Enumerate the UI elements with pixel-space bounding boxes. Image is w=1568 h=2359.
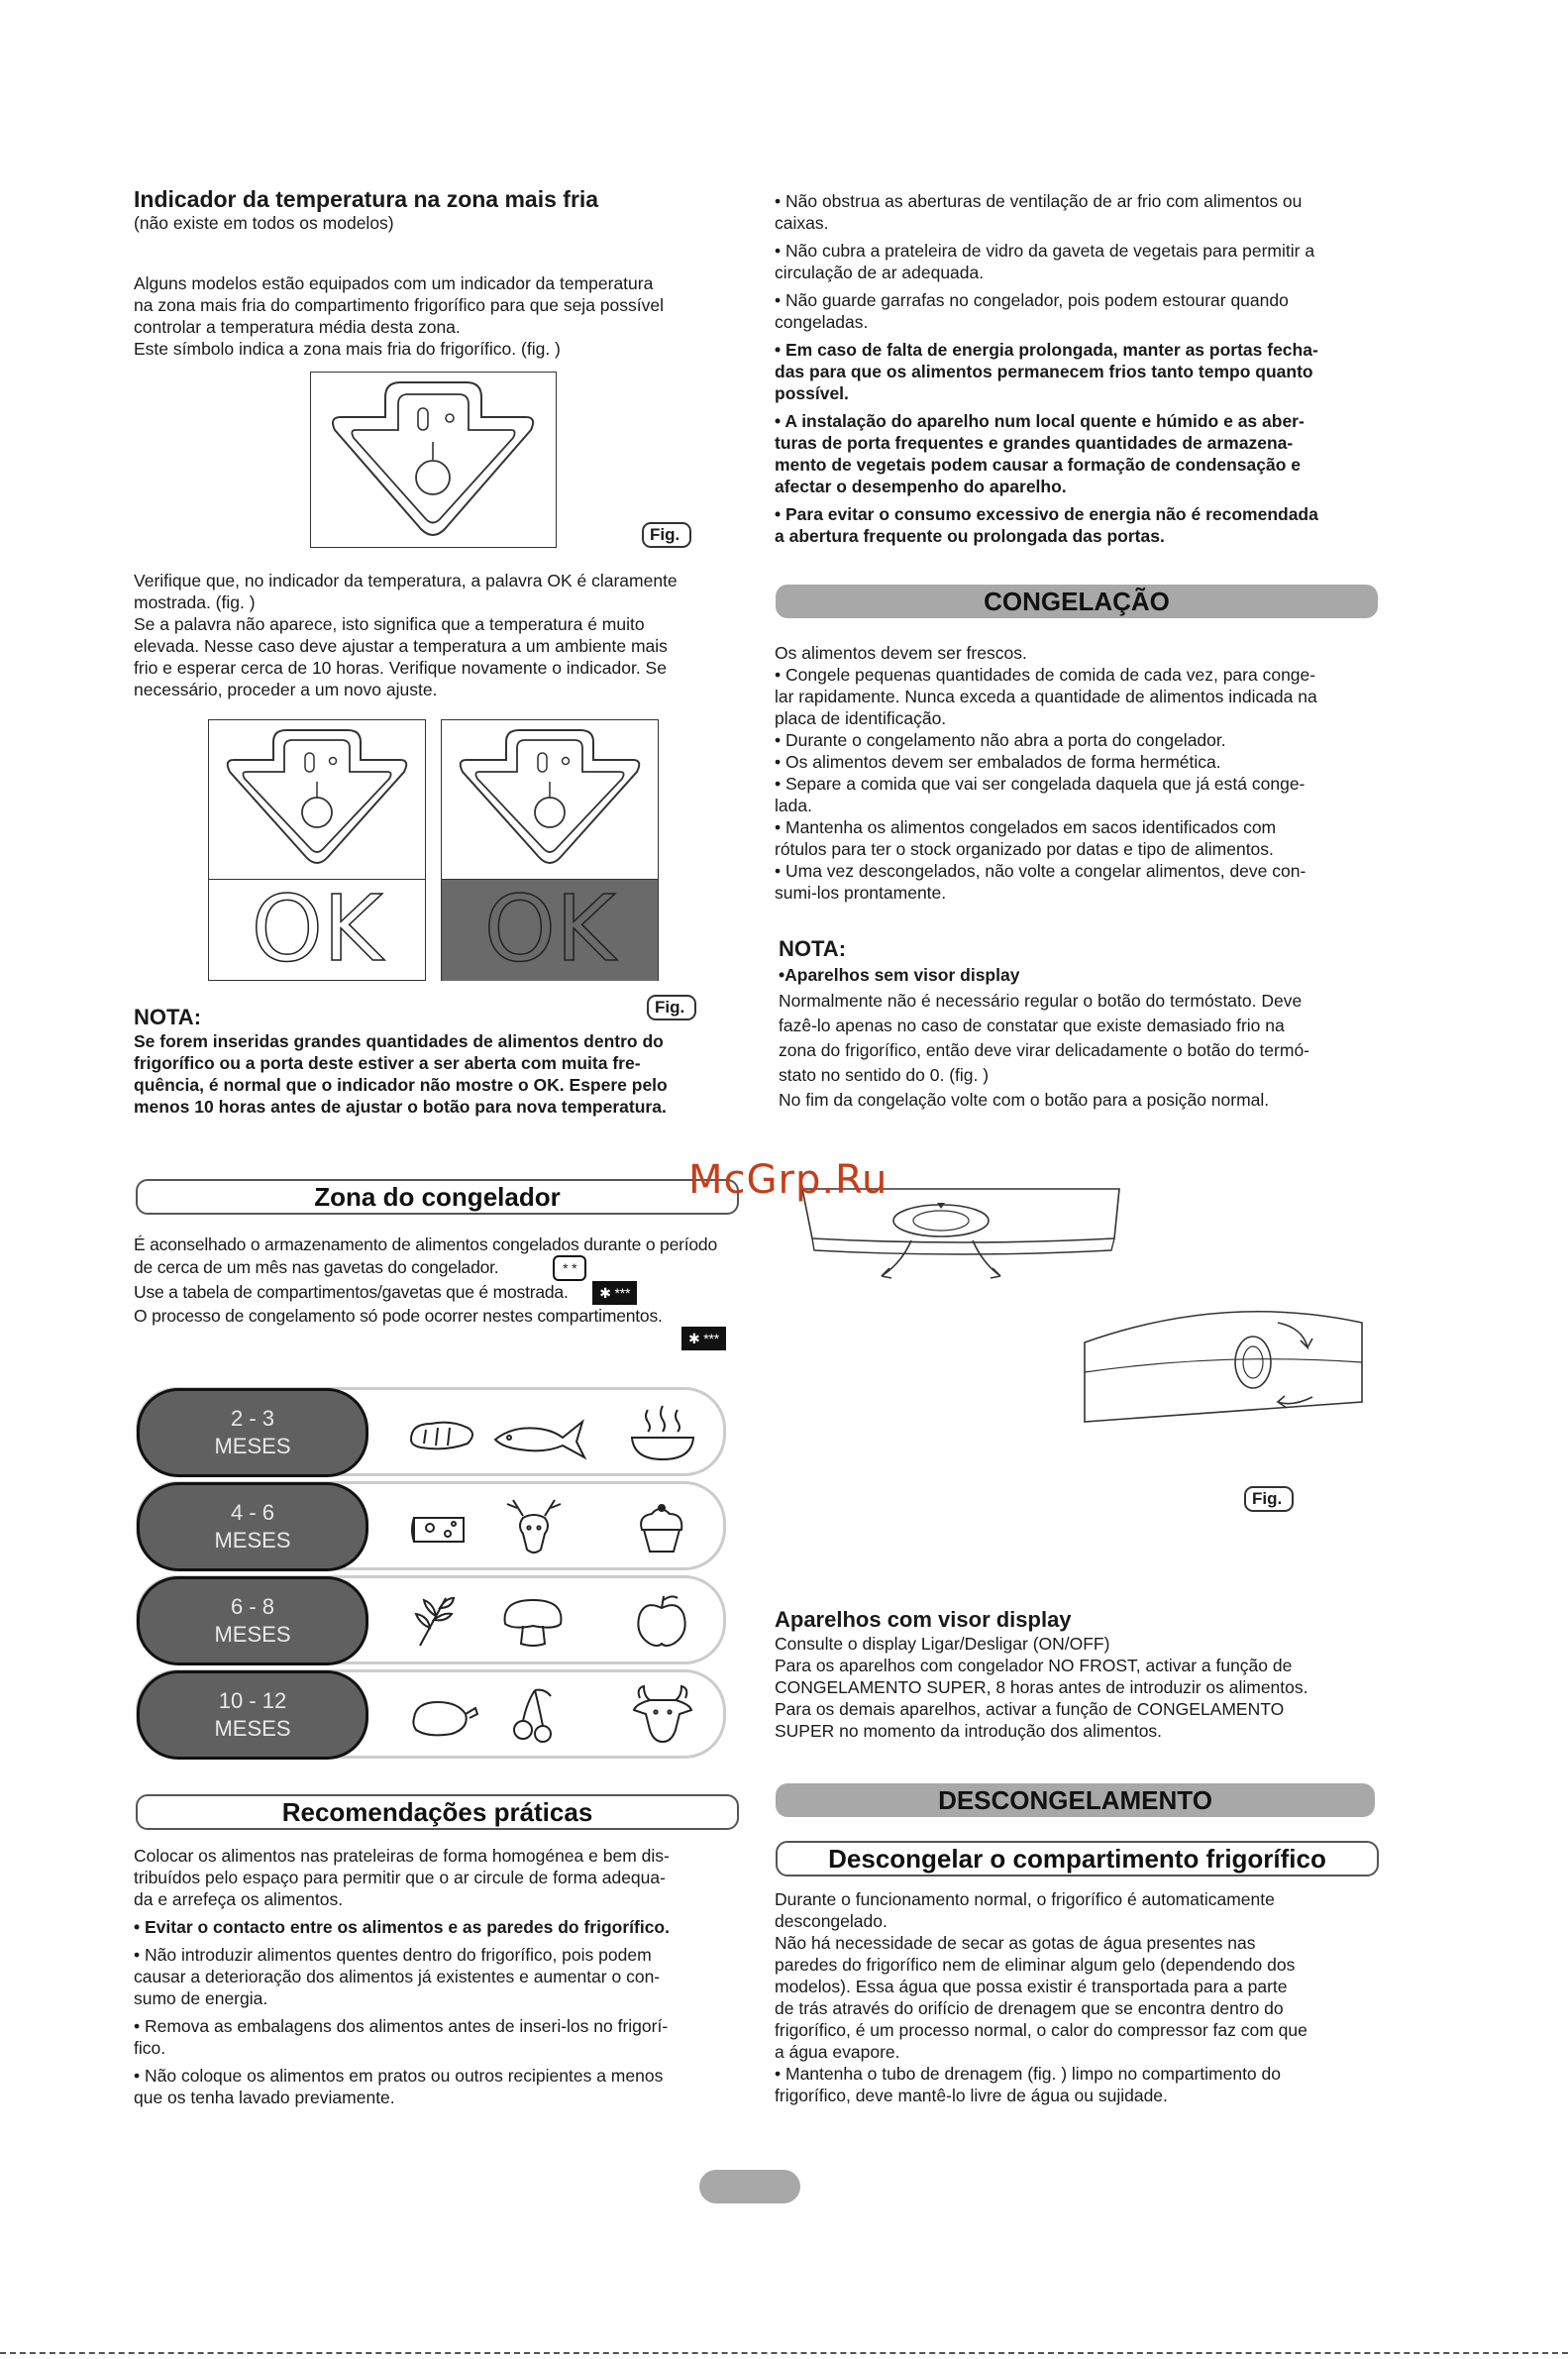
text-line: frigorífico, é um processo normal, o calor do compressor faz com que	[775, 2020, 1307, 2040]
recommendation-item	[134, 2065, 748, 2108]
congelacao-header: CONGELAÇÃO	[776, 585, 1378, 618]
text-line: fico.	[134, 2038, 166, 2058]
nota-text	[134, 1030, 748, 1118]
cupcake-icon	[641, 1505, 681, 1552]
text-line: • Congele pequenas quantidades de comida de cada vez, para conge-	[775, 665, 1316, 685]
cold-zone-symbol-icon	[311, 373, 556, 547]
storage-food-icons	[406, 1402, 703, 1461]
text-line: quência, é normal que o indicador não mostre o OK. Espere pelo	[134, 1075, 668, 1095]
tip-item	[775, 240, 1389, 283]
text-line: Os alimentos devem ser frescos.	[775, 643, 1027, 663]
soup-bowl-icon	[632, 1406, 693, 1459]
text-line: de trás através do orifício de drenagem que se encontra dentro do	[775, 1998, 1284, 2018]
months-pill	[137, 1388, 368, 1477]
text-line: Durante o funcionamento normal, o frigorífico é automaticamente	[775, 1889, 1275, 1909]
text-line: • Não coloque os alimentos em pratos ou outros recipientes a menos	[134, 2066, 664, 2086]
cherries-icon	[514, 1690, 551, 1742]
cold-zone-symbol-icon	[209, 720, 425, 879]
text-line: Consulte o display Ligar/Desligar (ON/OFF)	[775, 1634, 1110, 1654]
text-line: turas de porta frequentes e grandes quantidades de armazena-	[775, 433, 1294, 453]
text-line: descongelado.	[775, 1911, 888, 1931]
text-line: SUPER no momento da introdução dos alimentos.	[775, 1721, 1163, 1741]
months-range: 4 - 6	[230, 1500, 275, 1525]
fig-label: Fig.	[647, 995, 696, 1020]
ok-text: OK	[209, 879, 425, 981]
bread-icon	[411, 1423, 472, 1449]
cow-icon	[634, 1686, 691, 1742]
recommendation-item	[134, 1944, 748, 2009]
text-line: No fim da congelação volte com o botão para a posição normal.	[779, 1090, 1270, 1110]
indicator-title: Indicador da temperatura na zona mais fria	[134, 186, 599, 212]
months-unit: MESES	[214, 1434, 291, 1458]
text-line: Para os demais aparelhos, activar a função de CONGELAMENTO	[775, 1699, 1285, 1719]
text-line: • Uma vez descongelados, não volte a congelar alimentos, deve con-	[775, 861, 1307, 881]
text-line: placa de identificação.	[775, 708, 947, 728]
text-line: a abertura frequente ou prolongada das portas.	[775, 526, 1165, 546]
tip-item	[775, 503, 1389, 547]
fig-label: Fig.	[1244, 1486, 1294, 1512]
text-line: Se forem inseridas grandes quantidades de alimentos dentro do	[134, 1031, 664, 1051]
text-line: frio e esperar cerca de 10 horas. Verifique novamente o indicador. Se	[134, 658, 667, 678]
text-line: Este símbolo indica a zona mais fria do frigorífico. (fig. )	[134, 339, 561, 359]
text-line: mento de vegetais podem causar a formação de condensação e	[775, 455, 1302, 475]
text-line: zona do frigorífico, então deve virar delicadamente o botão do termó-	[779, 1040, 1310, 1060]
four-star-badge: ✱ ***	[681, 1327, 726, 1350]
months-range: 6 - 8	[230, 1594, 275, 1619]
months-pill	[137, 1670, 368, 1760]
text-line: stato no sentido do 0. (fig. )	[779, 1065, 990, 1085]
chicken-icon	[413, 1702, 477, 1735]
text-line: de cerca de um mês nas gavetas do congelador.	[134, 1257, 499, 1277]
storage-row	[136, 1481, 726, 1570]
descongelamento-text	[775, 1888, 1389, 2106]
fish-icon	[495, 1422, 584, 1457]
text-line: • A instalação do aparelho num local quente e húmido e as aber-	[775, 411, 1305, 431]
text-line: circulação de ar adequada.	[775, 263, 985, 282]
tip-item	[775, 190, 1389, 234]
storage-food-icons	[406, 1590, 703, 1650]
text-line: sumi-los prontamente.	[775, 883, 947, 903]
text-line: rótulos para ter o stock organizado por datas e tipo de alimentos.	[775, 839, 1274, 859]
tip-item	[775, 410, 1389, 497]
watermark-text: McGrp.Ru	[688, 1157, 889, 1203]
text-line: lada.	[775, 796, 812, 815]
two-star-badge: * *	[553, 1255, 586, 1281]
tips-list	[775, 190, 1389, 547]
text-line: Verifique que, no indicador da temperatura, a palavra OK é claramente	[134, 571, 678, 590]
storage-row	[136, 1669, 726, 1759]
text-line: • Os alimentos devem ser embalados de forma hermética.	[775, 752, 1221, 772]
nota-title: NOTA:	[779, 936, 847, 961]
indicator-subtitle: (não existe em todos os modelos)	[134, 213, 394, 233]
recommendations-header: Recomendações práticas	[136, 1794, 739, 1830]
tip-item	[775, 289, 1389, 333]
text-line: lar rapidamente. Nunca exceda a quantidade de alimentos indicada na	[775, 687, 1317, 706]
text-line: a água evapore.	[775, 2042, 900, 2062]
text-line: menos 10 horas antes de ajustar o botão para nova temperatura.	[134, 1097, 667, 1117]
text-line: O processo de congelamento só pode ocorrer nestes compartimentos.	[134, 1306, 663, 1326]
fig-label: Fig.	[642, 522, 691, 548]
text-line: sumo de energia.	[134, 1988, 268, 2008]
descongelamento-header: DESCONGELAMENTO	[776, 1783, 1375, 1817]
recommendation-item	[134, 2015, 748, 2059]
deer-icon	[507, 1500, 561, 1553]
text-line: congeladas.	[775, 312, 869, 332]
recommendation-item	[134, 1916, 748, 1938]
text-line: tribuídos pelo espaço para permitir que o ar circule de forma adequa-	[134, 1868, 666, 1887]
text-line: • Durante o congelamento não abra a porta do congelador.	[775, 730, 1226, 750]
months-pill	[137, 1576, 368, 1665]
text-line: mostrada. (fig. )	[134, 592, 256, 612]
storage-row	[136, 1575, 726, 1664]
recommendation-item	[134, 1845, 748, 1910]
text-line: controlar a temperatura média desta zona.	[134, 317, 461, 337]
text-line: É aconselhado o armazenamento de alimentos congelados durante o período	[134, 1234, 717, 1254]
text-line: causar a deterioração dos alimentos já existentes e aumentar o con-	[134, 1967, 661, 1986]
wheat-icon	[416, 1598, 454, 1646]
freezer-zone-text	[134, 1233, 748, 1350]
months-range: 2 - 3	[230, 1406, 275, 1431]
text-line: • Em caso de falta de energia prolongada, manter as portas fecha-	[775, 340, 1318, 360]
nota-title: NOTA:	[134, 1005, 202, 1029]
text-line: Use a tabela de compartimentos/gavetas que é mostrada.	[134, 1282, 569, 1302]
ok-indicator-dark	[441, 719, 659, 981]
freezer-zone-header: Zona do congelador	[136, 1179, 739, 1215]
text-line: Não há necessidade de secar as gotas de água presentes nas	[775, 1933, 1256, 1953]
nota-text	[779, 989, 1393, 1113]
text-line: Alguns modelos estão equipados com um indicador da temperatura	[134, 273, 654, 293]
text-line: paredes do frigorífico nem de eliminar algum gelo (dependendo dos	[775, 1955, 1296, 1975]
text-line: da e arrefeça os alimentos.	[134, 1889, 344, 1909]
storage-row	[136, 1387, 726, 1476]
apple-icon	[638, 1596, 684, 1646]
tip-item	[775, 339, 1389, 404]
text-line: necessário, proceder a um novo ajuste.	[134, 680, 438, 699]
text-line: • Separe a comida que vai ser congelada daquela que já está conge-	[775, 774, 1306, 794]
text-line: • Não introduzir alimentos quentes dentro do frigorífico, pois podem	[134, 1945, 652, 1965]
cheese-icon	[412, 1518, 464, 1542]
text-line: que os tenha lavado previamente.	[134, 2088, 395, 2107]
text-line: elevada. Nesse caso deve ajustar a temperatura a um ambiente mais	[134, 636, 668, 656]
nota-subtitle: •Aparelhos sem visor display	[779, 965, 1020, 985]
text-line: • Para evitar o consumo excessivo de energia não é recomendada	[775, 504, 1318, 524]
text-line: frigorífico ou a porta deste estiver a ser aberta com muita fre-	[134, 1053, 641, 1073]
months-range: 10 - 12	[218, 1688, 287, 1713]
thermostat-side-illustration	[1075, 1293, 1372, 1451]
text-line: afectar o desempenho do aparelho.	[775, 477, 1067, 496]
descongelar-subheader: Descongelar o compartimento frigorífico	[776, 1841, 1379, 1876]
text-line: fazê-lo apenas no caso de constatar que existe demasiado frio na	[779, 1016, 1285, 1035]
display-title: Aparelhos com visor display	[775, 1607, 1072, 1632]
display-text	[775, 1633, 1389, 1742]
storage-food-icons	[406, 1496, 703, 1555]
cold-zone-symbol-icon	[442, 720, 658, 879]
text-line: modelos). Essa água que possa existir é transportada para a parte	[775, 1977, 1288, 1996]
months-unit: MESES	[214, 1622, 291, 1647]
indicator-paragraph	[134, 272, 748, 360]
four-star-badge: ✱ ***	[592, 1281, 637, 1305]
text-line: caixas.	[775, 213, 829, 233]
cold-zone-symbol-figure	[310, 372, 557, 548]
text-line: • Não cubra a prateleira de vidro da gaveta de vegetais para permitir a	[775, 241, 1315, 261]
text-line: Colocar os alimentos nas prateleiras de forma homogénea e bem dis-	[134, 1846, 670, 1866]
mushroom-icon	[505, 1600, 562, 1646]
cut-line	[0, 2352, 1568, 2354]
page-number-tab	[699, 2170, 800, 2203]
ok-instructions	[134, 570, 748, 700]
text-line: CONGELAMENTO SUPER, 8 horas antes de introduzir os alimentos.	[775, 1677, 1308, 1697]
months-unit: MESES	[214, 1716, 291, 1741]
text-line: Normalmente não é necessário regular o botão do termóstato. Deve	[779, 991, 1303, 1011]
text-line: • Remova as embalagens dos alimentos antes de inseri-los no frigorí-	[134, 2016, 669, 2036]
text-line: • Não obstrua as aberturas de ventilação de ar frio com alimentos ou	[775, 191, 1303, 211]
text-line: • Evitar o contacto entre os alimentos e as paredes do frigorífico.	[134, 1917, 670, 1937]
text-line: das para que os alimentos permanecem frios tanto tempo quanto	[775, 362, 1313, 381]
text-line: • Mantenha os alimentos congelados em sacos identificados com	[775, 817, 1277, 837]
recommendations-list	[134, 1845, 748, 2108]
text-line: possível.	[775, 383, 849, 403]
text-line: frigorífico, deve mantê-lo livre de água ou sujidade.	[775, 2086, 1168, 2105]
ok-text: OK	[442, 879, 658, 981]
months-unit: MESES	[214, 1528, 291, 1553]
text-line: na zona mais fria do compartimento frigorífico para que seja possível	[134, 295, 664, 315]
storage-food-icons	[406, 1684, 703, 1744]
ok-indicator-light	[208, 719, 426, 981]
congelacao-text	[775, 642, 1389, 904]
text-line: Se a palavra não aparece, isto significa que a temperatura é muito	[134, 614, 645, 634]
text-line: • Não guarde garrafas no congelador, pois podem estourar quando	[775, 290, 1289, 310]
text-line: • Mantenha o tubo de drenagem (fig. ) limpo no compartimento do	[775, 2064, 1281, 2084]
months-pill	[137, 1482, 368, 1571]
text-line: Para os aparelhos com congelador NO FROST, activar a função de	[775, 1656, 1293, 1675]
